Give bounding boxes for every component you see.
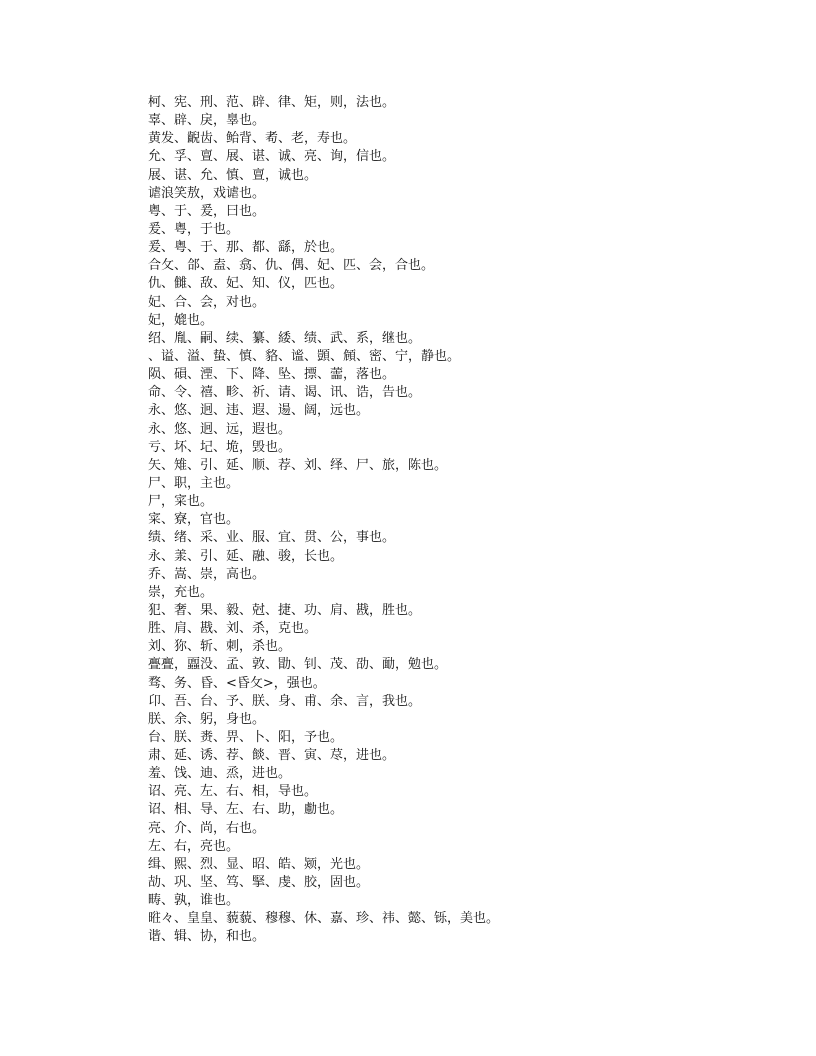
text-line: 寀、寮，官也。	[148, 512, 240, 528]
text-line: 刘、狝、斩、刺，杀也。	[148, 639, 292, 655]
text-line: 台、朕、赉、畀、卜、阳，予也。	[148, 729, 344, 745]
text-line: 展、谌、允、慎、亶，诚也。	[148, 167, 318, 183]
text-line: 胜、肩、戡、刘、杀，克也。	[148, 621, 318, 637]
text-line: 柯、宪、刑、范、辟、律、矩，则，法也。	[148, 95, 396, 110]
text-line: 仇、雠、敌、妃、知、仪，匹也。	[148, 276, 344, 292]
text-line: 粤、于、爰，曰也。	[148, 203, 266, 219]
text-line: 、谥、溢、蛰、慎、貉、谧、顗、頠、密、宁，静也。	[148, 348, 461, 364]
text-line: 卬、吾、台、予、朕、身、甫、余、言，我也。	[148, 693, 422, 709]
text-line: 绩、绪、采、业、服、宜、贯、公，事也。	[148, 530, 396, 546]
text-line: 辜、辟、戾，辠也。	[148, 113, 266, 129]
text-line: 乔、嵩、崇，高也。	[148, 566, 266, 582]
text-line: 畴、孰，谁也。	[148, 893, 240, 909]
text-line: 矢、雉、引、延、顺、荐、刘、绎、尸、旅，陈也。	[148, 457, 448, 473]
text-line: 尸、职，主也。	[148, 475, 240, 491]
text-line: 陨、磒、湮、下、降、坠、摽、蘦，落也。	[148, 367, 396, 383]
text-line: 绍、胤、嗣、续、纂、緌、绩、武、系，继也。	[148, 330, 422, 346]
text-line: 永、羕、引、延、融、骏，长也。	[148, 548, 344, 564]
text-line: 诏、相、导、左、右、助，勴也。	[148, 802, 344, 818]
text-line: 爰、粤、于、那、都、繇，於也。	[148, 240, 344, 256]
text-line: 亏、坏、圮、垝，毁也。	[148, 439, 292, 455]
text-line: 永、悠、迥、远，遐也。	[148, 421, 292, 437]
text-line: 允、孚、亶、展、谌、诚、亮、询，信也。	[148, 149, 396, 165]
text-line: 亹亹，蠠没、孟、敦、勖、钊、茂、劭、勔，勉也。	[148, 657, 448, 673]
text-line: 骛、务、昏、<昏攵>，强也。	[148, 675, 326, 691]
text-line: 尸，寀也。	[148, 494, 214, 510]
text-line: 犯、奢、果、毅、尅、捷、功、肩、戡，胜也。	[148, 602, 422, 618]
text-line: 亮、介、尚，右也。	[148, 820, 266, 836]
text-line: 羞、饯、迪、烝，进也。	[148, 766, 292, 782]
text-line: 崇，充也。	[148, 584, 214, 600]
text-line: 朕、余、躬，身也。	[148, 711, 266, 727]
text-line: 劼、巩、坚、笃、掔、虔、胶，固也。	[148, 875, 370, 891]
text-line: 肃、延、诱、荐、餤、晋、寅、荩，进也。	[148, 748, 396, 764]
text-line: 缉、熙、烈、显、昭、皓、颎，光也。	[148, 856, 370, 872]
document-text	[148, 94, 788, 947]
text-line: 暀々、皇皇、藐藐、穆穆、休、嘉、珍、祎、懿、铄，美也。	[148, 911, 500, 927]
text-line: 爰、粤，于也。	[148, 221, 240, 237]
text-line: 妃，媲也。	[148, 312, 214, 328]
text-line: 左、右，亮也。	[148, 838, 240, 854]
text-line: 诏、亮、左、右、相，导也。	[148, 784, 318, 800]
text-line: 谐、辑、协，和也。	[148, 929, 266, 945]
text-line: 命、令、禧、畛、祈、请、谒、讯、诰，告也。	[148, 385, 422, 401]
text-line: 妃、合、会，对也。	[148, 294, 266, 310]
text-line: 永、悠、迥、违、遐、逿、阔，远也。	[148, 403, 370, 419]
text-line: 谑浪笑敖，戏谑也。	[148, 185, 266, 201]
text-line: 黄发、齯齿、鲐背、耇、老，寿也。	[148, 131, 357, 147]
text-line: 合攵、郃、盍、翕、仇、偶、妃、匹、会，合也。	[148, 258, 435, 274]
